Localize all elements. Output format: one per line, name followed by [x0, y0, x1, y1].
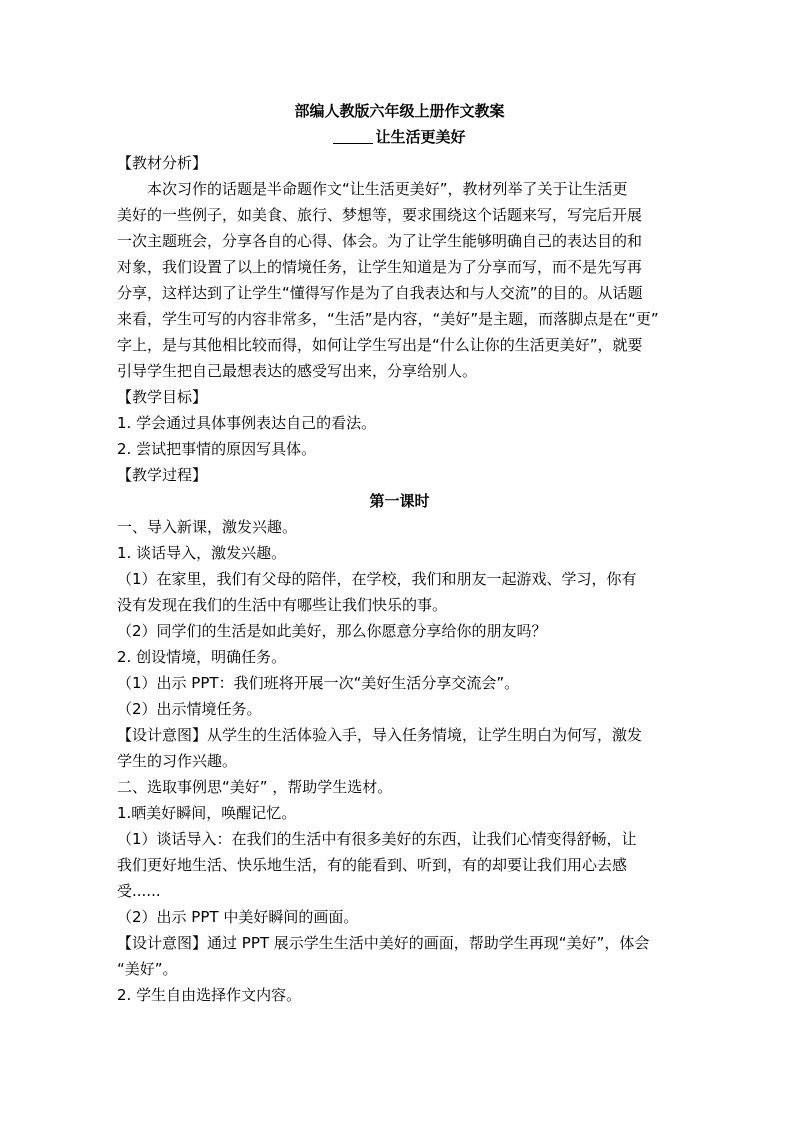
- analysis-paragraph-line: 美好的一些例子，如美食、旅行、梦想等，要求围绕这个话题来写，写完后开展: [117, 206, 643, 224]
- analysis-paragraph-line: 一次主题班会，分享各自的心得、体会。为了让学生能够明确自己的表达目的和: [117, 232, 643, 250]
- process-line: 【设计意图】通过 PPT 展示学生生活中美好的画面，帮助学生再现“美好”，体会: [117, 934, 650, 952]
- process-line: 1. 谈话导入，激发兴趣。: [117, 544, 287, 562]
- analysis-paragraph-line: 引导学生把自己最想表达的感受写出来，分享给别人。: [117, 362, 478, 380]
- process-line: 学生的习作兴趣。: [117, 752, 238, 770]
- goal-item: 1. 学会通过具体事例表达自己的看法。: [117, 414, 377, 432]
- process-line: 【设计意图】从学生的生活体验入手，导入任务情境，让学生明白为何写，激发: [117, 726, 643, 744]
- process-heading: 【教学过程】: [117, 466, 208, 484]
- analysis-paragraph-line: 分享，这样达到了让学生“懂得写作是为了自我表达和与人交流”的目的。从话题: [117, 284, 643, 302]
- process-line: “美好”。: [117, 960, 178, 978]
- process-line: （1）出示 PPT：我们班将开展一次“美好生活分享交流会”。: [117, 674, 520, 692]
- subtitle-text: 让生活更美好: [375, 128, 466, 146]
- document-page: [117, 98, 682, 1008]
- document-subtitle: [117, 124, 682, 150]
- process-line: 1.晒美好瞬间，唤醒记忆。: [117, 804, 297, 822]
- process-line: （1）在家里，我们有父母的陪伴，在学校，我们和朋友一起游戏、学习，你有: [117, 570, 637, 588]
- process-line: 2. 学生自由选择作文内容。: [117, 986, 302, 1004]
- title-blank-line: [333, 129, 373, 144]
- lesson-title: 第一课时: [369, 492, 430, 510]
- analysis-paragraph-line: 对象，我们设置了以上的情境任务，让学生知道是为了分享而写，而不是先写再: [117, 258, 643, 276]
- analysis-paragraph-line: 字上，是与其他相比较而得，如何让学生写出是“什么让你的生活更美好”，就要: [117, 336, 643, 354]
- goals-heading: 【教学目标】: [117, 388, 208, 406]
- process-line: （2）出示 PPT 中美好瞬间的画面。: [117, 908, 359, 926]
- process-line: 一、导入新课，激发兴趣。: [117, 518, 298, 536]
- process-line: 受......: [117, 882, 161, 900]
- process-line: 二、选取事例思“美好” ，帮助学生选材。: [117, 778, 393, 796]
- process-line: 2. 创设情境，明确任务。: [117, 648, 287, 666]
- analysis-paragraph-line: 本次习作的话题是半命题作文“让生活更美好”，教材列举了关于让生活更: [147, 180, 628, 198]
- process-line: （2）同学们的生活是如此美好，那么你愿意分享给你的朋友吗？: [117, 622, 547, 640]
- process-line: 没有发现在我们的生活中有哪些让我们快乐的事。: [117, 596, 448, 614]
- process-line: 我们更好地生活、快乐地生活，有的能看到、听到，有的却要让我们用心去感: [117, 856, 628, 874]
- process-line: （1）谈话导入：在我们的生活中有很多美好的东西，让我们心情变得舒畅，让: [117, 830, 637, 848]
- document-title: 部编人教版六年级上册作文教案: [294, 102, 505, 120]
- analysis-heading: 【教材分析】: [117, 154, 208, 172]
- goal-item: 2. 尝试把事情的原因写具体。: [117, 440, 317, 458]
- process-line: （2）出示情境任务。: [117, 700, 262, 718]
- analysis-paragraph-line: 来看，学生可写的内容非常多，“生活”是内容，“美好”是主题，而落脚点是在“更”: [117, 310, 659, 328]
